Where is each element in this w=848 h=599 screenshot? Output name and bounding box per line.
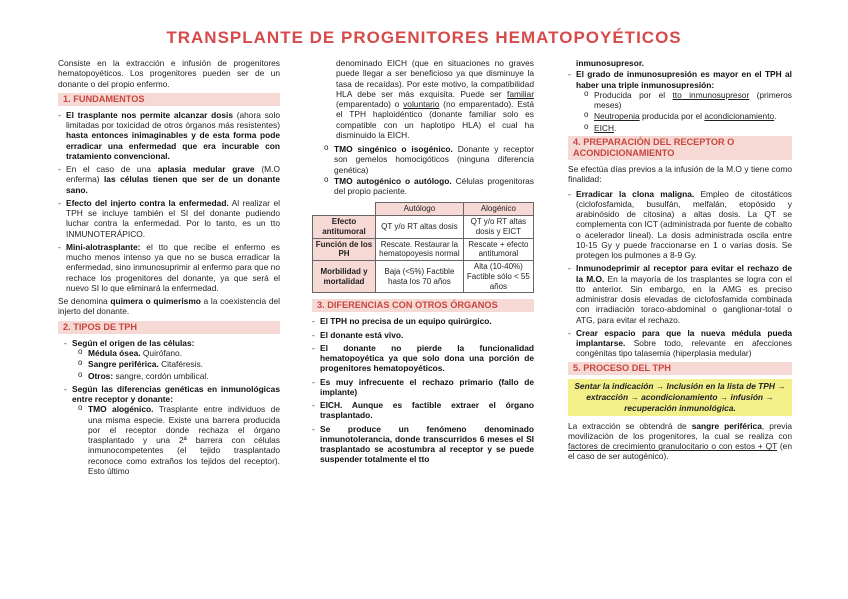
table-cell: Rescate. Restaurar la hematopoyesis normal <box>376 238 464 261</box>
list-item: o TMO singénico o isogénico. Donante y receptor son gemelos homocigóticos (ninguna diferencia genética) <box>322 144 534 175</box>
table-cell: QT y/o RT altas dosis <box>376 216 464 239</box>
list-item: - Según las diferencias genéticas en inmunológicas entre receptor y donante: o TMO alogénico. Trasplante entre individuos de una misma especie. Existe una barrera producida por el receptor donde rechaza el órgano trasplantado y una 2ª barrera con células inmunocompetentes (el tejido trasplantado reconoce como extraños los tejidos del receptor). Esto último <box>64 384 280 476</box>
table-cell: Baja (<5%) Factible hasta los 70 años <box>376 261 464 293</box>
column-1 <box>58 58 280 479</box>
inmunosupresion-list <box>568 69 792 133</box>
section-heading-preparacion: 4. PREPARACIÓN DEL RECEPTOR O ACONDICIONAMIENTO <box>568 136 792 160</box>
list-item: - Mini-alotrasplante: el tto que recibe el enfermo es mucho menos intenso ya que no se busca erradicar la enfermedad, sino inmunosuprimir al enfermo para que no rechace los progenitores del donante, ya que será el nuevo SI lo que eliminará la enfermedad. <box>58 242 280 293</box>
list-item: - Es muy infrecuente el rechazo primario (fallo de implante) <box>312 377 534 398</box>
section-heading-diferencias: 3. DIFERENCIAS CON OTROS ÓRGANOS <box>312 299 534 312</box>
table-header-row <box>313 203 534 216</box>
table-cell: Rescate + efecto antitumoral <box>463 238 533 261</box>
alogenico-continuation: denominado EICH (que en situaciones no graves puede llegar a ser beneficioso ya que disminuye la tasa de recaídas). Por este motivo, la compatibilidad HLA debe ser más exquisita. Puede ser familiar (emparentado) o voluntario (no emparentado). Está el TPH haploidéntico (donante familiar solo es compatible con un haplotipo HLA) el cual ha disminuido la EICH. <box>336 58 534 140</box>
list-item: - Efecto del injerto contra la enfermedad. Al realizar el TPH se incluye también el SI del donante pudiendo luchar contra la enfermedad. Por lo tanto, es un tto INMUNOTERÁPICO. <box>58 198 280 239</box>
intro-text: Consiste en la extracción e infusión de progenitores hematopoyéticos. Los progenitores pueden ser de un donante o del propio enfermo. <box>58 58 280 89</box>
table-cell: Alta (10-40%) Factible sólo < 55 años <box>463 261 533 293</box>
row-header: Efecto antitumoral <box>313 216 376 239</box>
comparison-table <box>312 202 534 293</box>
list-item: - Según el origen de las células: o Médula ósea. Quirófano. o Sangre periférica. Citaféresis. o Otros: sangre, cordón umbilical. <box>64 338 280 381</box>
table-row <box>313 216 534 239</box>
column-2 <box>312 58 534 468</box>
list-item: o TMO autogénico o autólogo. Células progenitoras del propio paciente. <box>322 176 534 197</box>
list-item: - Se produce un fenómeno denominado inmunotolerancia, donde transcurridos 6 meses el SI trasplantado se acostumbra al receptor y se puede suspender totalmente el tto <box>312 424 534 465</box>
list-item: - El TPH no precisa de un equipo quirúrgico. <box>312 316 534 326</box>
tipos-list <box>64 338 280 476</box>
list-item: o Otros: sangre, cordón umbilical. <box>76 371 280 381</box>
row-header: Morbilidad y mortalidad <box>313 261 376 293</box>
list-item: - El donante no pierde la funcionalidad hematopoyética ya que solo dona una porción de progenitores hematopoyéticos. <box>312 343 534 374</box>
list-item: - Crear espacio para que la nueva médula pueda implantarse. Sobre todo, relevante en afecciones congénitas tipo talasemia (hiperplasia medular) <box>568 328 792 359</box>
table-cell: QT y/o RT altas dosis y EICT <box>463 216 533 239</box>
section-heading-tipos: 2. TIPOS DE TPH <box>58 321 280 334</box>
preparacion-text: Se efectúa días previos a la infusión de la M.O y tiene como finalidad: <box>568 164 792 185</box>
list-item: - Inmunodeprimir al receptor para evitar el rechazo de la M.O. En la mayoría de los trasplantes se logra con el tto anterior. Sin embargo, en la AMG es preciso administrar dosis elevadas de ciclofosfamida combinada con irradiación toraco-abdominal o ganglionar-total o ATG, para evitar el rechazo. <box>568 263 792 325</box>
list-item: o Médula ósea. Quirófano. <box>76 348 280 358</box>
quimera-text: Se denomina quimera o quimerismo a la coexistencia del injerto del donante. <box>58 296 281 317</box>
list-item: o TMO alogénico. Trasplante entre individuos de una misma especie. Existe una barrera producida por el receptor donde rechaza el órgano trasplantado y una 2ª barrera con células inmunocompetentes (el tejido trasplantado reconoce como extraños los tejidos del receptor). Esto último <box>76 404 280 476</box>
column-3 <box>568 58 792 466</box>
tmo-types-list <box>322 144 534 196</box>
section-heading-fundamentos: 1. FUNDAMENTOS <box>58 93 280 106</box>
inmunosupresor-continuation: inmunosupresor. <box>576 58 644 68</box>
fundamentos-list <box>58 110 280 293</box>
list-item: - EICH. Aunque es factible extraer el órgano trasplantado. <box>312 400 534 421</box>
table-row <box>313 261 534 293</box>
process-flow-highlight: Sentar la indicación → Inclusión en la lista de TPH → extracción → acondicionamiento → infusión → recuperación inmunológica. <box>568 379 792 416</box>
section-heading-proceso: 5. PROCESO DEL TPH <box>568 362 792 375</box>
row-header: Función de los PH <box>313 238 376 261</box>
list-item: o EICH. <box>582 123 792 133</box>
table-header: Autólogo <box>376 203 464 216</box>
list-item: - En el caso de una aplasia medular grave (M.O enferma) las células tienen que ser de un donante sano. <box>58 164 280 195</box>
extraccion-text: La extracción se obtendrá de sangre periférica, previa movilización de los progenitores, la cual se realiza con factores de crecimiento granulocitario o con estos + QT (en el caso de ser autogénico). <box>568 420 793 462</box>
table-row <box>313 238 534 261</box>
list-item: - El grado de inmunosupresión es mayor en el TPH al haber una triple inmunosupresión: o Producida por el tto inmunosupresor (primeros meses) o Neutropenia producida por el acondicionamiento. o EICH. <box>568 69 792 133</box>
preparacion-list <box>568 189 792 359</box>
list-item: o Producida por el tto inmunosupresor (primeros meses) <box>582 90 792 111</box>
table-header: Alogénico <box>463 203 533 216</box>
list-item: o Neutropenia producida por el acondicionamiento. <box>582 111 792 121</box>
list-item: - Erradicar la clona maligna. Empleo de citostáticos (ciclofosfamida, busulfán, melfalán, etopósido y arabinósido de citosina) a altas dosis. La QT se complementa con ICT (administrada por fuente de cobalto o acelerador lineal). La dosis administrada oscila entre 10-15 Gy y puede fraccionarse en 1 o varias dosis. Se protegen los pulmones a 8-9 Gy. <box>568 189 792 261</box>
diferencias-list <box>312 316 534 464</box>
list-item: - El donante está vivo. <box>312 330 534 340</box>
list-item: o Sangre periférica. Citaféresis. <box>76 359 280 369</box>
list-item: - El trasplante nos permite alcanzar dosis (ahora solo limitadas por toxicidad de otros órganos más resistentes) hasta entonces inimaginables y de esta forma pode erradicar una enfermedad que era incurable con tratamiento convencional. <box>58 110 280 161</box>
page-title: TRANSPLANTE DE PROGENITORES HEMATOPOYÉTICOS <box>166 28 682 47</box>
